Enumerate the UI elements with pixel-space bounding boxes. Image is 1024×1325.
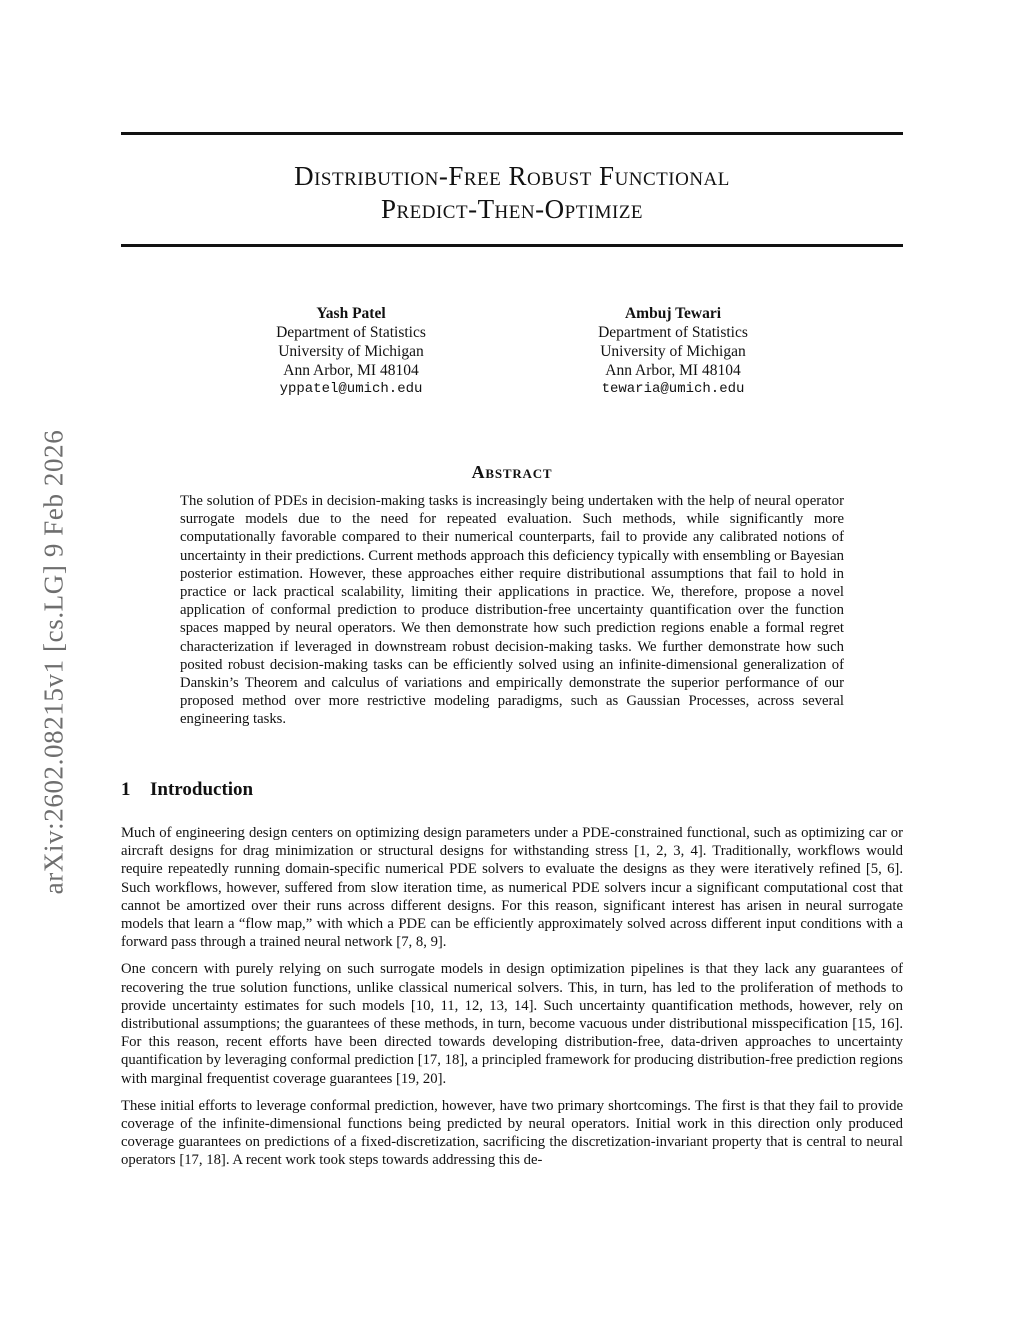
author-email: yppatel@umich.edu [279,381,423,397]
author-institution: University of Michigan [600,343,746,360]
author-institution: University of Michigan [278,343,424,360]
arxiv-stamp: arXiv:2602.08215v1 [cs.LG] 9 Feb 2026 [38,429,69,895]
body-paragraph: One concern with purely relying on such surrogate models in design optimization pipelines is that they lack any guarantees of recovering the true solution functions, unlike classical numerical solvers. This, in turn, has led to the proliferation of methods to provide uncertainty estimates for such models [10, 11, 12, 13, 14]. Such uncertainty quantification methods, however, rely on distributional assumptions; the guarantees of these methods, in turn, become vacuous under distributional misspecification [15, 16]. For this reason, recent efforts have been directed towards developing distribution-free, data-driven approaches to uncertainty quantification by leveraging conformal prediction [17, 18], a principled framework for producing distribution-free prediction regions with marginal frequentist coverage guarantees [19, 20]. [121,961,903,1087]
author-name: Ambuj Tewari [624,305,722,322]
title-top-rule [121,132,903,135]
author-email: tewaria@umich.edu [601,381,745,397]
title-line-1: Distribution-Free Robust Functional [294,161,730,191]
author-department: Department of Statistics [276,324,426,341]
author-department: Department of Statistics [598,324,748,341]
author-name: Yash Patel [316,305,386,322]
body-paragraph: These initial efforts to leverage conformal prediction, however, have two primary shortcomings. The first is that they fail to provide coverage of the infinite-dimensional functions being predicted by neural operators. Initial work in this direction only produced coverage guarantees on predictions of a fixed-discretization, sacrificing the discretization-invariant property that is central to neural operators [17, 18]. A recent work took steps towards addressing this de- [121,1097,903,1169]
abstract-text: The solution of PDEs in decision-making tasks is increasingly being undertaken with the help of neural operator surrogate models due to the need for repeated evaluation. Such methods, while significantly more computationally favorable compared to their numerical counterparts, fail to provide any calibrated notions of uncertainty in their predictions. Current methods approach this deficiency typically with ensembling or Bayesian posterior estimation. However, these approaches either require distributional assumptions that fail to hold in practice or lack practical scalability, limiting their applications in practice. We, therefore, propose a novel application of conformal prediction to produce distribution-free uncertainty quantification over the function spaces mapped by neural operators. We then demonstrate how such prediction regions enable a formal regret characterization if leveraged in downstream robust decision-making tasks. We further demonstrate how such posited robust decision-making tasks can be efficiently solved using an infinite-dimensional generalization of Danskin’s Theorem and calculus of variations and empirically demonstrate the superior performance of our proposed method over more restrictive modeling paradigms, such as Gaussian Processes, across several engineering tasks. [180,493,844,728]
abstract-heading: Abstract [471,462,553,482]
author-block-2 [543,304,803,399]
title-line-2: Predict-Then-Optimize [380,194,644,224]
paper-title [121,160,903,226]
section-heading [121,779,253,801]
section-title: Introduction [150,779,254,800]
body-paragraph: Much of engineering design centers on optimizing design parameters under a PDE-constrained functional, such as optimizing car or aircraft designs for drag minimization or structural designs for withstanding stress [1, 2, 3, 4]. Traditionally, workflows would require repeatedly running domain-specific numerical PDE solvers to evaluate the designs as they were iteratively refined [5, 6]. Such workflows, however, suffered from slow iteration time, as numerical PDE solvers incur a significant computational cost that cannot be amortized over their runs across different designs. For this reason, significant interest has arisen in neural surrogate models that learn a “flow map,” with which a PDE can be efficiently approximately solved across different input conditions with a forward pass through a trained neural network [7, 8, 9]. [121,825,903,951]
section-number: 1 [121,779,131,800]
author-address: Ann Arbor, MI 48104 [605,362,741,379]
author-block-1 [221,304,481,399]
title-bottom-rule [121,244,903,247]
section-body [121,824,903,1179]
author-address: Ann Arbor, MI 48104 [283,362,419,379]
